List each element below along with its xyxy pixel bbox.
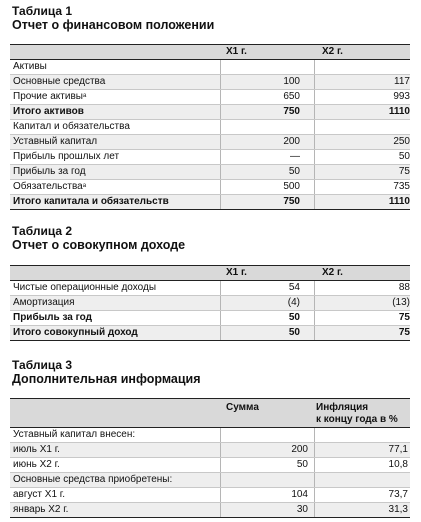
table-row [10, 105, 410, 120]
value-col1: 30 [296, 504, 308, 515]
column-divider [314, 120, 315, 134]
table2-heading [12, 224, 185, 252]
value-col1: 50 [288, 327, 300, 338]
row-label [13, 120, 130, 134]
column-divider [220, 60, 221, 74]
value-col1: 50 [288, 166, 300, 177]
row-label-text: Обязательства [13, 181, 83, 192]
value-col1: — [290, 151, 300, 162]
column-divider [314, 180, 315, 194]
table1-header [10, 44, 410, 60]
table3-header [10, 398, 410, 428]
table2-col-x1: X1 г. [226, 267, 247, 278]
value-col1: 50 [296, 459, 308, 470]
value-col2: 75 [398, 166, 410, 177]
row-label-text: январь X2 г. [13, 504, 69, 515]
table-row [10, 311, 410, 326]
row-label [13, 311, 92, 325]
table-row [10, 150, 410, 165]
row-label-text: Итого капитала и обязательств [13, 196, 169, 207]
value-col2: 88 [398, 282, 410, 293]
row-label [13, 105, 84, 119]
table3-title: Таблица 3 [12, 358, 73, 372]
table3-subtitle: Дополнительная информация [12, 372, 201, 386]
table-row [10, 326, 410, 341]
footnote-marker: а [82, 93, 87, 99]
row-label [13, 296, 75, 310]
value-col2: 75 [398, 312, 410, 323]
row-label [13, 180, 86, 194]
row-label [13, 60, 47, 74]
column-divider [314, 326, 315, 340]
row-label [13, 150, 119, 164]
value-col1: 200 [283, 136, 300, 147]
column-divider [314, 150, 315, 164]
value-col1: 500 [283, 181, 300, 192]
table3-col-amount: Сумма [226, 402, 259, 413]
column-divider [314, 428, 315, 442]
table2-subtitle: Отчет о совокупном доходе [12, 238, 186, 252]
column-divider [314, 105, 315, 119]
row-label [13, 281, 156, 295]
row-label [13, 135, 97, 149]
value-col2: 50 [398, 151, 410, 162]
row-label [13, 90, 86, 104]
column-divider [314, 296, 315, 310]
table2-title: Таблица 2 [12, 224, 73, 238]
table1-col-x1: X1 г. [226, 46, 247, 57]
row-label [13, 75, 105, 89]
value-col2: 250 [393, 136, 410, 147]
row-label [13, 195, 169, 209]
footnote-marker: а [82, 183, 87, 189]
row-label-text: Уставный капитал внесен: [13, 429, 136, 440]
value-col2: 73,7 [388, 489, 408, 500]
row-label [13, 473, 172, 487]
row-label-text: Чистые операционные доходы [13, 282, 157, 293]
value-col2: 10,8 [388, 459, 408, 470]
value-col1: 50 [288, 312, 300, 323]
value-col2: 993 [393, 91, 410, 102]
value-col1: 104 [291, 489, 308, 500]
row-label-text: июль X1 г. [13, 444, 60, 455]
row-label [13, 488, 65, 502]
column-divider [314, 311, 315, 325]
row-label-text: Амортизация [13, 297, 75, 308]
table1-title: Таблица 1 [12, 4, 73, 18]
row-label-text: Капитал и обязательства [13, 121, 130, 132]
table-row [10, 488, 410, 503]
table1 [10, 44, 410, 210]
table-row [10, 473, 410, 488]
row-label-text: июнь X2 г. [13, 459, 60, 470]
row-label [13, 165, 86, 179]
column-divider [220, 428, 221, 442]
row-label [13, 428, 135, 442]
row-label-text: Прочие активы [13, 91, 83, 102]
table-row [10, 458, 410, 473]
column-divider [220, 120, 221, 134]
column-divider [314, 195, 315, 209]
table-row [10, 165, 410, 180]
table1-subtitle: Отчет о финансовом положении [12, 18, 215, 32]
value-col1: 750 [283, 106, 300, 117]
table3 [10, 398, 410, 518]
table-row [10, 180, 410, 195]
value-col1: 200 [291, 444, 308, 455]
row-label-text: Активы [13, 61, 47, 72]
table3-col-inflation: Инфляция [316, 402, 369, 413]
row-label [13, 503, 68, 517]
table2-col-x2: X2 г. [322, 267, 343, 278]
row-label-text: Прибыль за год [13, 166, 86, 177]
table-row [10, 296, 410, 311]
column-divider [314, 281, 315, 295]
value-col2: 77,1 [388, 444, 408, 455]
table-row [10, 135, 410, 150]
value-col2: 31,3 [388, 504, 408, 515]
table2 [10, 265, 410, 341]
table1-heading [12, 4, 214, 32]
row-label-text: Прибыль прошлых лет [13, 151, 120, 162]
value-col2: 735 [393, 181, 410, 192]
row-label [13, 326, 138, 340]
value-col1: 100 [283, 76, 300, 87]
row-label-text: Основные средства [13, 76, 106, 87]
table-row [10, 75, 410, 90]
row-label [13, 458, 60, 472]
column-divider [314, 165, 315, 179]
column-divider [314, 473, 315, 487]
row-label-text: Итого совокупный доход [13, 327, 138, 338]
row-label-text: Итого активов [13, 106, 84, 117]
table-row [10, 443, 410, 458]
value-col2: (13) [392, 297, 410, 308]
column-divider [314, 90, 315, 104]
value-col1: 650 [283, 91, 300, 102]
value-col2: 117 [394, 76, 410, 87]
table-row [10, 281, 410, 296]
row-label-text: август X1 г. [13, 489, 65, 500]
column-divider [314, 135, 315, 149]
column-divider [314, 60, 315, 74]
row-label-text: Основные средства приобретены: [13, 474, 173, 485]
row-label-text: Прибыль за год [13, 312, 92, 323]
table-row [10, 428, 410, 443]
value-col2: 75 [398, 327, 410, 338]
table3-heading [12, 358, 201, 386]
table-row [10, 195, 410, 210]
row-label [13, 443, 60, 457]
value-col2: 1110 [388, 106, 410, 117]
column-divider [314, 75, 315, 89]
table1-col-x2: X2 г. [322, 46, 343, 57]
column-divider [220, 473, 221, 487]
row-label-text: Уставный капитал [13, 136, 98, 147]
value-col1: (4) [287, 297, 300, 308]
table3-col-inflation-2: к концу года в % [316, 414, 398, 425]
table-row [10, 120, 410, 135]
table-row [10, 503, 410, 518]
table-row [10, 60, 410, 75]
value-col1: 54 [288, 282, 300, 293]
value-col1: 750 [283, 196, 300, 207]
table2-header [10, 265, 410, 281]
value-col2: 1110 [388, 196, 410, 207]
table-row [10, 90, 410, 105]
